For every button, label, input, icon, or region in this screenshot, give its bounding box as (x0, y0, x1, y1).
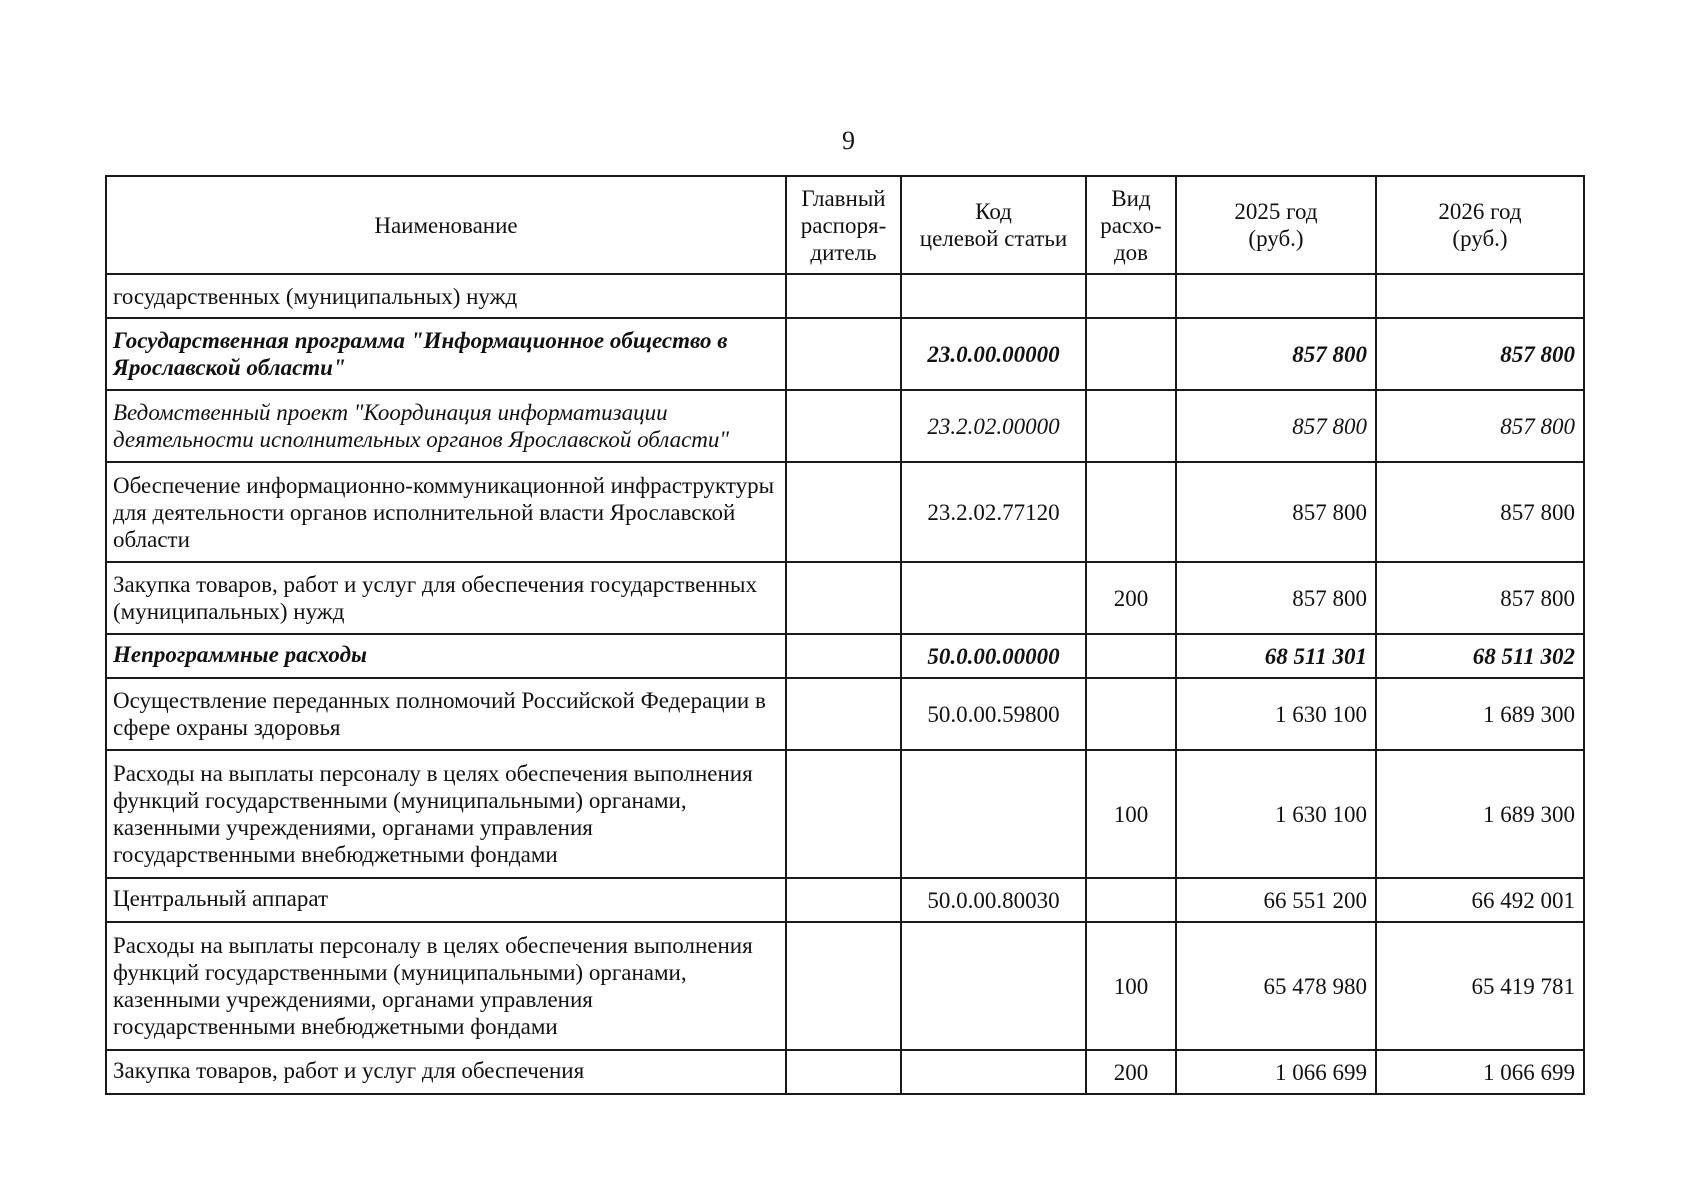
row-chief (786, 678, 901, 750)
row-name: государственных (муниципальных) нужд (106, 274, 786, 318)
table-row (106, 1050, 1584, 1094)
row-2026: 857 800 (1376, 562, 1584, 634)
row-name: Расходы на выплаты персоналу в целях обеспечения выполнения функций государственными (муниципальными) органами, казенными учреждениями, органами управления государственными внебюджетными фондами (106, 750, 786, 878)
row-type (1086, 390, 1176, 462)
row-code (901, 1050, 1086, 1094)
row-name: Непрограммные расходы (106, 634, 786, 678)
row-type: 100 (1086, 922, 1176, 1050)
row-chief (786, 562, 901, 634)
row-name: Расходы на выплаты персоналу в целях обеспечения выполнения функций государственными (муниципальными) органами, казенными учреждениями, органами управления государственными внебюджетными фондами (106, 922, 786, 1050)
row-2025: 857 800 (1176, 462, 1376, 562)
row-2026: 857 800 (1376, 318, 1584, 390)
header-code: Код целевой статьи (901, 176, 1086, 274)
row-2026: 857 800 (1376, 390, 1584, 462)
row-chief (786, 1050, 901, 1094)
header-2025: 2025 год (руб.) (1176, 176, 1376, 274)
row-2026: 1 689 300 (1376, 678, 1584, 750)
row-code (901, 274, 1086, 318)
row-type: 100 (1086, 750, 1176, 878)
row-2025: 68 511 301 (1176, 634, 1376, 678)
header-chief: Главный распоря- дитель (786, 176, 901, 274)
table-row (106, 318, 1584, 390)
row-chief (786, 318, 901, 390)
row-type (1086, 678, 1176, 750)
row-2026: 66 492 001 (1376, 878, 1584, 922)
table-row (106, 390, 1584, 462)
row-code: 50.0.00.00000 (901, 634, 1086, 678)
row-2026 (1376, 274, 1584, 318)
row-code: 50.0.00.59800 (901, 678, 1086, 750)
table-row (106, 750, 1584, 878)
header-2026: 2026 год (руб.) (1376, 176, 1584, 274)
row-type (1086, 634, 1176, 678)
table-row (106, 274, 1584, 318)
row-type (1086, 318, 1176, 390)
row-name: Государственная программа "Информационное общество в Ярославской области" (106, 318, 786, 390)
row-type (1086, 878, 1176, 922)
row-code: 23.0.00.00000 (901, 318, 1086, 390)
row-code: 23.2.02.00000 (901, 390, 1086, 462)
row-name: Закупка товаров, работ и услуг для обеспечения (106, 1050, 786, 1094)
row-2025: 857 800 (1176, 562, 1376, 634)
table-row (106, 922, 1584, 1050)
row-type: 200 (1086, 1050, 1176, 1094)
row-chief (786, 390, 901, 462)
row-name: Осуществление переданных полномочий Российской Федерации в сфере охраны здоровья (106, 678, 786, 750)
table-row (106, 678, 1584, 750)
row-2025 (1176, 274, 1376, 318)
row-2026: 68 511 302 (1376, 634, 1584, 678)
row-name: Центральный аппарат (106, 878, 786, 922)
row-2026: 1 689 300 (1376, 750, 1584, 878)
row-type (1086, 462, 1176, 562)
table-row (106, 634, 1584, 678)
row-chief (786, 634, 901, 678)
table-row (106, 462, 1584, 562)
header-name: Наименование (106, 176, 786, 274)
row-chief (786, 922, 901, 1050)
table-row (106, 562, 1584, 634)
row-2025: 1 630 100 (1176, 678, 1376, 750)
row-2026: 1 066 699 (1376, 1050, 1584, 1094)
row-2025: 857 800 (1176, 318, 1376, 390)
row-name: Закупка товаров, работ и услуг для обеспечения государственных (муниципальных) нужд (106, 562, 786, 634)
row-type (1086, 274, 1176, 318)
row-chief (786, 750, 901, 878)
row-2025: 1 066 699 (1176, 1050, 1376, 1094)
row-name: Обеспечение информационно-коммуникационной инфраструктуры для деятельности органов исполнительной власти Ярославской области (106, 462, 786, 562)
row-chief (786, 274, 901, 318)
row-2025: 65 478 980 (1176, 922, 1376, 1050)
budget-table (105, 175, 1585, 1095)
row-code (901, 922, 1086, 1050)
row-name: Ведомственный проект "Координация информатизации деятельности исполнительных органов Ярославской области" (106, 390, 786, 462)
row-code (901, 562, 1086, 634)
row-code: 23.2.02.77120 (901, 462, 1086, 562)
row-code (901, 750, 1086, 878)
table-row (106, 878, 1584, 922)
row-type: 200 (1086, 562, 1176, 634)
page-number: 9 (842, 126, 855, 155)
row-2025: 1 630 100 (1176, 750, 1376, 878)
row-code: 50.0.00.80030 (901, 878, 1086, 922)
row-chief (786, 462, 901, 562)
row-2026: 857 800 (1376, 462, 1584, 562)
row-2025: 857 800 (1176, 390, 1376, 462)
row-chief (786, 878, 901, 922)
row-2025: 66 551 200 (1176, 878, 1376, 922)
row-2026: 65 419 781 (1376, 922, 1584, 1050)
table-header-row (106, 176, 1584, 274)
header-type: Вид расхо- дов (1086, 176, 1176, 274)
